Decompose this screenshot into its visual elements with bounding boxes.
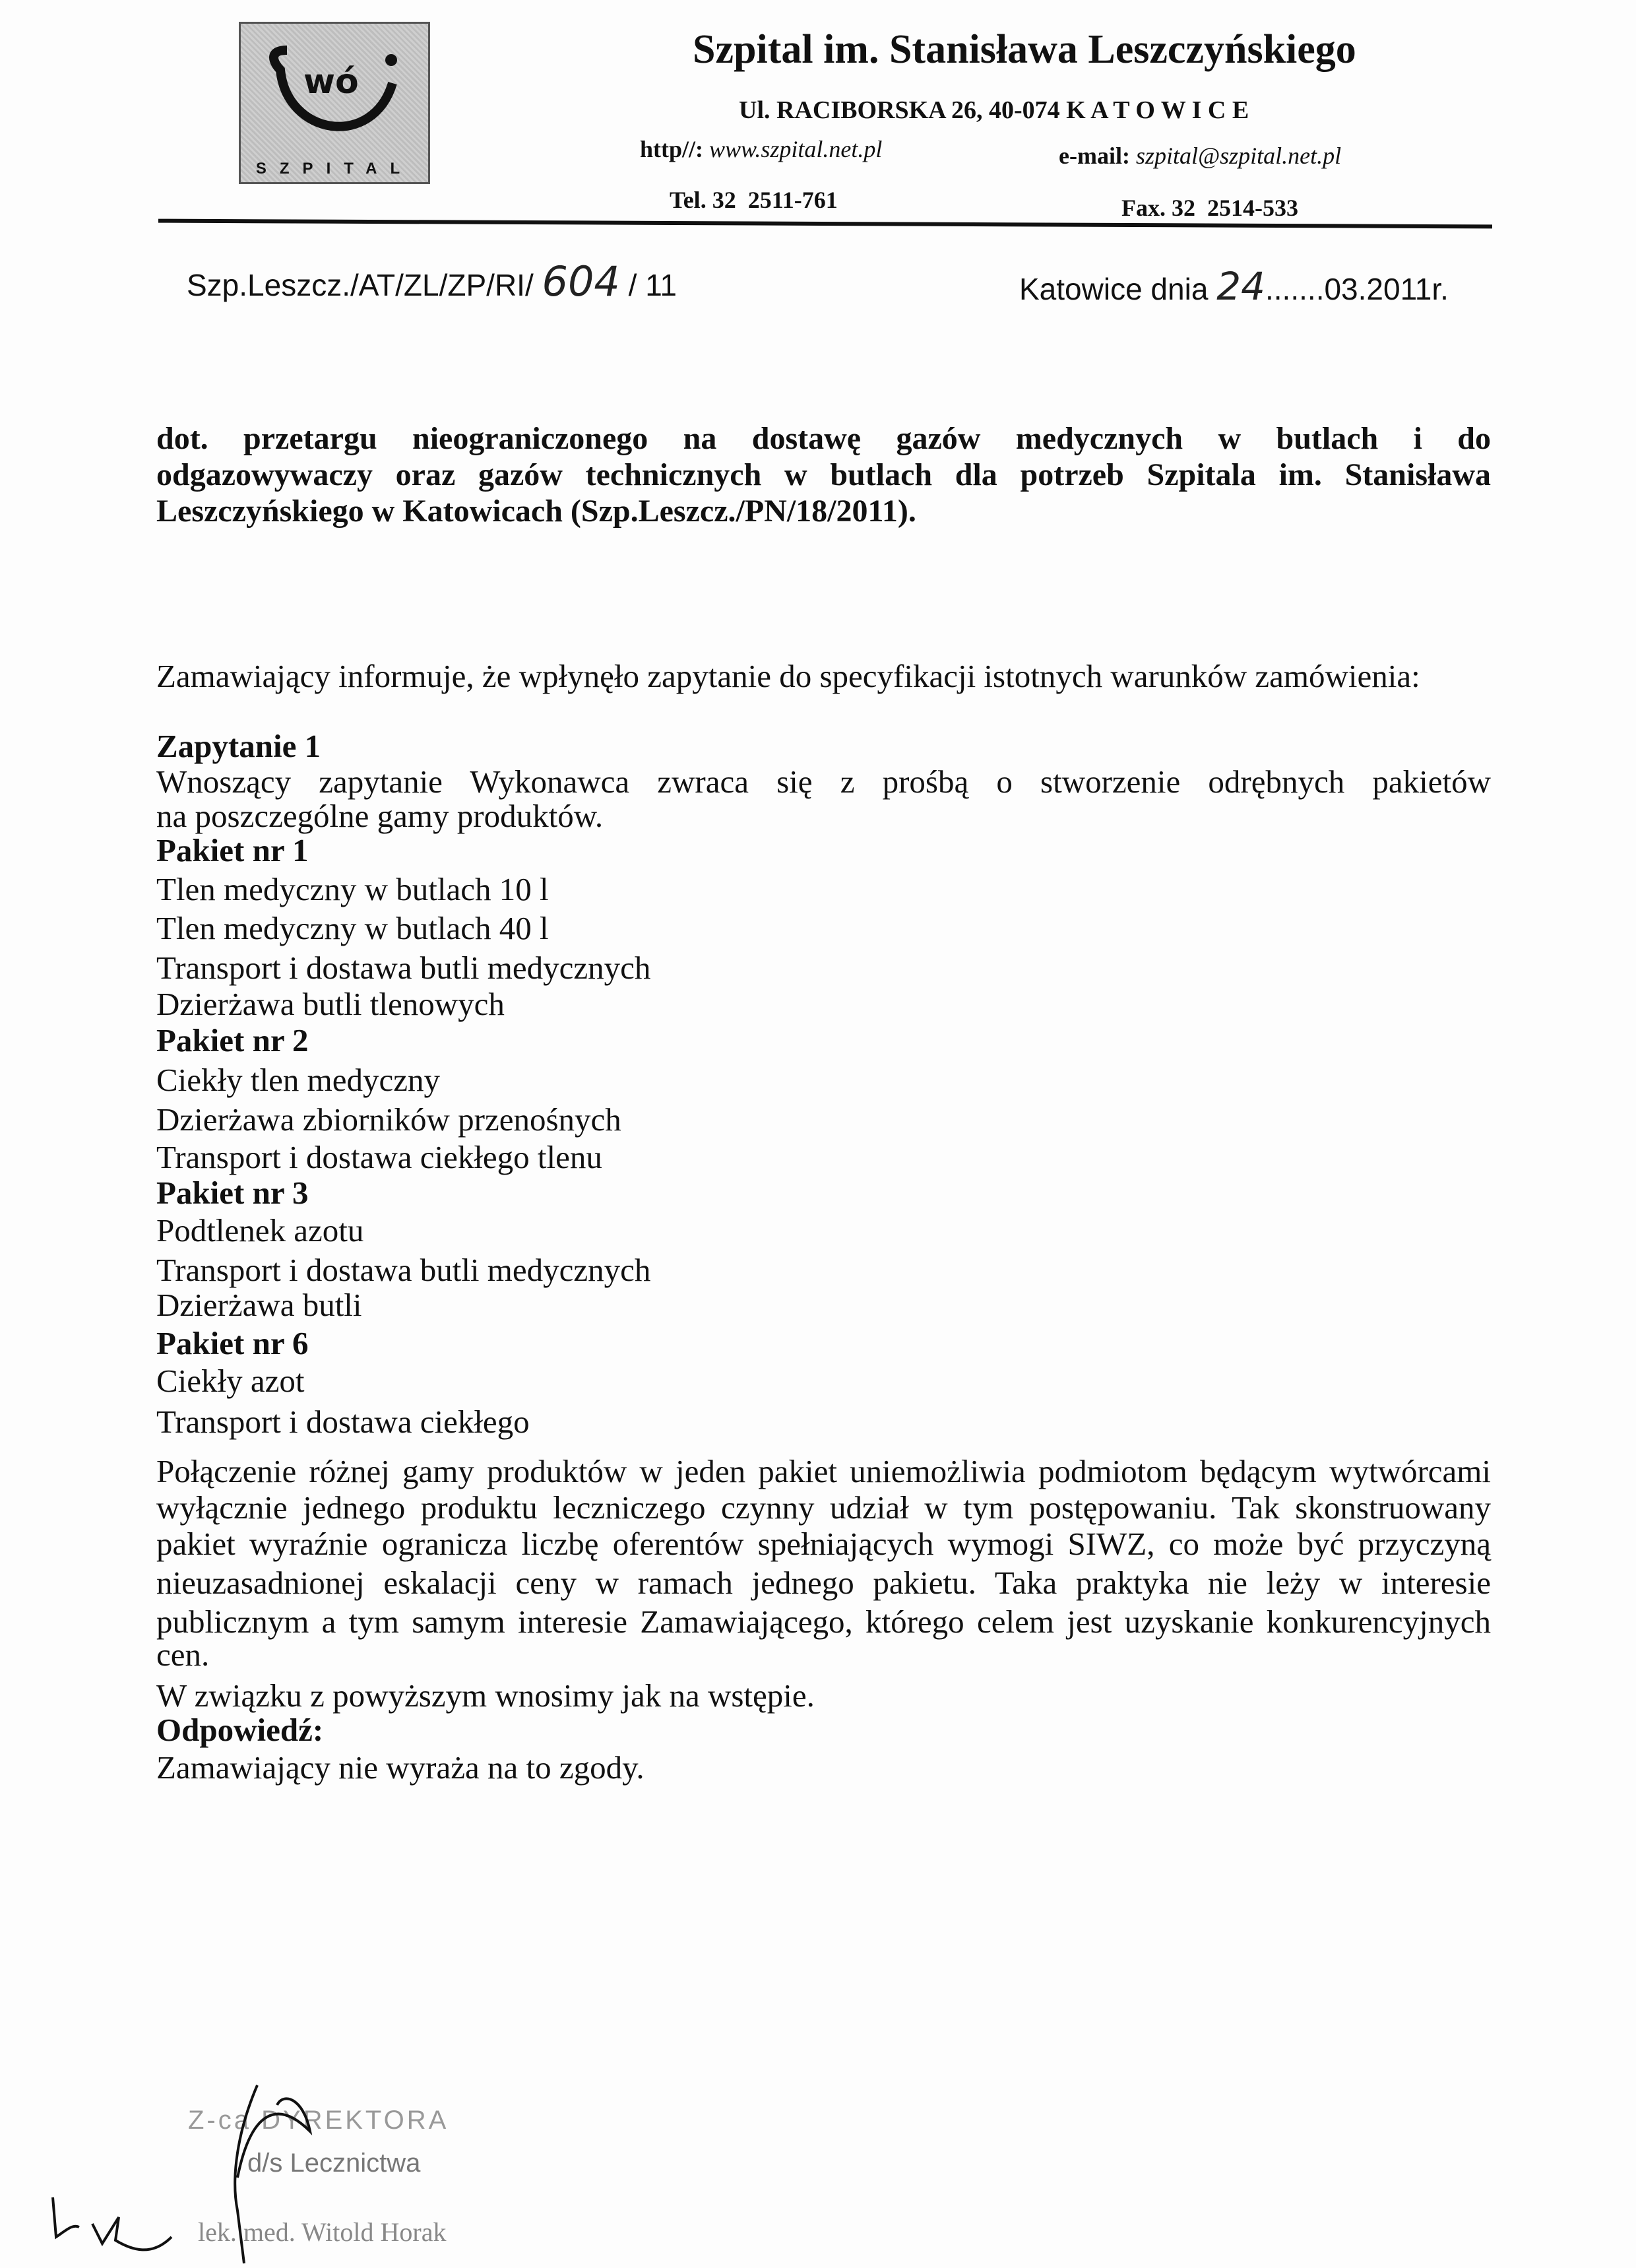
- body-line: nieuzasadnionej eskalacji ceny w ramach jednego pakietu. Taka praktyka nie leży w interesie: [156, 1565, 1491, 1601]
- reference-suffix: / 11: [628, 268, 677, 302]
- section-heading: Zapytanie 1: [156, 728, 321, 764]
- telephone: Tel. 32 2511-761: [670, 187, 838, 213]
- smile-logo-icon: [241, 24, 428, 156]
- body-line: Ciekły azot: [156, 1363, 305, 1399]
- date-prefix: Katowice dnia: [1019, 272, 1209, 306]
- date-suffix: .03.2011r.: [1315, 272, 1449, 306]
- stamp-name: lek. med. Witold Horak: [198, 2217, 447, 2247]
- reference-prefix: Szp.Leszcz./AT/ZL/ZP/RI/: [187, 268, 534, 302]
- section-heading: Pakiet nr 3: [156, 1175, 309, 1211]
- body-line: na poszczególne gamy produktów.: [156, 798, 604, 834]
- handwritten-day: 24: [1216, 264, 1265, 309]
- hospital-logo: [239, 22, 430, 184]
- body-line: pakiet wyraźnie ogranicza liczbę oferentów spełniających wymogi SIWZ, co może być przyczyną: [156, 1526, 1491, 1562]
- date-dots: ......: [1265, 272, 1316, 306]
- section-heading: Pakiet nr 1: [156, 832, 309, 868]
- body-line: Tlen medyczny w butlach 10 l: [156, 871, 549, 907]
- hospital-address: Ul. RACIBORSKA 26, 40-074 K A T O W I C E: [739, 96, 1249, 124]
- email-line: [1059, 142, 1341, 170]
- fax: Fax. 32 2514-533: [1121, 195, 1298, 221]
- website-line: [640, 135, 882, 163]
- body-line: Transport i dostawa butli medycznych: [156, 950, 651, 986]
- subject-line: Leszczyńskiego w Katowicach (Szp.Leszcz./PN/18/2011).: [156, 494, 916, 529]
- website-link[interactable]: www.szpital.net.pl: [709, 136, 883, 162]
- stamp-title: Z-ca DYREKTORA: [188, 2106, 449, 2135]
- subject-line: dot. przetargu nieograniczonego na dostawę gazów medycznych w butlach i do: [156, 421, 1491, 456]
- intro-text: Zamawiający informuje, że wpłynęło zapytanie do specyfikacji istotnych warunków zamówienia:: [156, 658, 1420, 694]
- logo-text: SZPITAL: [255, 160, 414, 178]
- body-line: publicznym a tym samym interesie Zamawiającego, którego celem jest uzyskanie konkurencyjnych: [156, 1604, 1491, 1640]
- handwritten-signature-icon: [40, 2079, 435, 2268]
- reference-number: [187, 257, 677, 306]
- website-label: http//:: [640, 136, 704, 162]
- body-line: Transport i dostawa ciekłego: [156, 1404, 530, 1440]
- body-line: wyłącznie jednego produktu leczniczego czynny udział w tym postępowaniu. Tak skonstruowany: [156, 1489, 1491, 1526]
- section-heading: Odpowiedź:: [156, 1712, 324, 1748]
- email-label: e-mail:: [1059, 143, 1130, 169]
- letter-date: [1019, 264, 1449, 309]
- subject-line: odgazowywaczy oraz gazów technicznych w butlach dla potrzeb Szpitala im. Stanisława: [156, 457, 1491, 492]
- body-line: Połączenie różnej gamy produktów w jeden pakiet uniemożliwia podmiotom będącym wytwórcami: [156, 1453, 1491, 1489]
- section-heading: Pakiet nr 6: [156, 1325, 309, 1361]
- body-line: Wnoszący zapytanie Wykonawca zwraca się z prośbą o stworzenie odrębnych pakietów: [156, 763, 1491, 800]
- stamp-department: d/s Lecznictwa: [247, 2149, 421, 2178]
- body-line: Dzierżawa butli: [156, 1287, 362, 1323]
- body-line: Tlen medyczny w butlach 40 l: [156, 910, 549, 946]
- section-heading: Pakiet nr 2: [156, 1022, 309, 1058]
- body-line: Transport i dostawa ciekłego tlenu: [156, 1139, 602, 1175]
- body-line: Ciekły tlen medyczny: [156, 1062, 440, 1098]
- body-line: Transport i dostawa butli medycznych: [156, 1252, 651, 1288]
- handwritten-number: 604: [542, 257, 620, 306]
- svg-text:wó: wó: [303, 62, 359, 102]
- hospital-name: Szpital im. Stanisława Leszczyńskiego: [693, 27, 1356, 72]
- body-line: Podtlenek azotu: [156, 1212, 364, 1248]
- body-line: Dzierżawa butli tlenowych: [156, 986, 505, 1022]
- body-line: cen.: [156, 1636, 210, 1673]
- body-line: W związku z powyższym wnosimy jak na wstępie.: [156, 1677, 815, 1714]
- body-line: Zamawiający nie wyraża na to zgody.: [156, 1749, 645, 1786]
- email-link[interactable]: szpital@szpital.net.pl: [1135, 143, 1342, 169]
- body-line: Dzierżawa zbiorników przenośnych: [156, 1101, 621, 1138]
